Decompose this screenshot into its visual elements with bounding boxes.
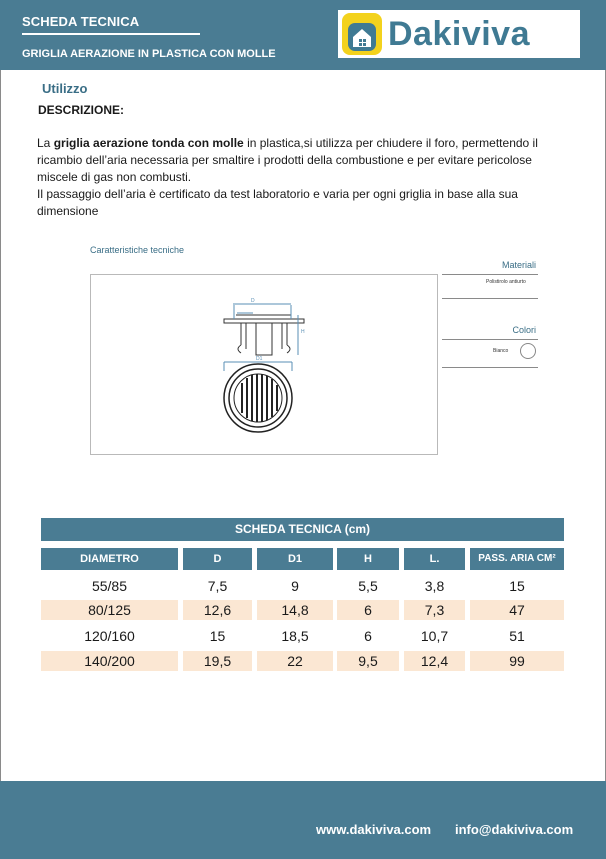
table-cell: 15 (509, 578, 525, 594)
title-underline (22, 33, 200, 35)
description-body: in plastica,si utilizza per chiudere il foro, permettendo il ricambio dell’aria necessaria per smaltire i prodotti della combustione e per evitare pericolose miscele di gas non combusti. (37, 136, 538, 184)
tech-title: Caratteristiche tecniche (90, 245, 185, 255)
house-icon (342, 13, 382, 55)
divider-bottom (442, 367, 538, 368)
divider-materials (442, 298, 538, 299)
col-header-pass-aria: PASS. ARIA CM² (470, 548, 564, 570)
table-cell: 12,4 (404, 651, 465, 671)
table-cell: 51 (509, 628, 525, 644)
table-cell: 5,5 (358, 578, 378, 594)
col-header-d: D (183, 548, 252, 570)
table-title: SCHEDA TECNICA (cm) (41, 518, 564, 541)
col-header-d1: D1 (257, 548, 333, 570)
colors-label: Colori (512, 325, 536, 335)
table-cell: 9,5 (337, 651, 399, 671)
description-paragraph-1 (37, 135, 567, 186)
table-cell: 12,6 (183, 600, 252, 620)
dim-d1-label: D1 (256, 356, 263, 362)
page-footer (0, 781, 606, 859)
page-title: SCHEDA TECNICA (22, 14, 140, 29)
table-cell: 19,5 (183, 651, 252, 671)
table-cell: 99 (470, 651, 564, 671)
page-subtitle: GRIGLIA AERAZIONE IN PLASTICA CON MOLLE (22, 48, 276, 60)
description-lead: La (37, 136, 54, 150)
col-header-diametro: DIAMETRO (41, 548, 178, 570)
table-cell: 80/125 (41, 600, 178, 620)
description-product-name: griglia aerazione tonda con molle (53, 136, 244, 150)
dim-h-label: H (301, 329, 305, 335)
table-cell: 7,5 (207, 578, 228, 594)
email-link[interactable]: info@dakiviva.com (455, 822, 574, 837)
table-cell: 18,5 (281, 628, 309, 644)
section-utilizzo: Utilizzo (42, 81, 88, 96)
materials-label: Materiali (501, 260, 536, 270)
table-cell: 6 (364, 628, 372, 644)
table-cell: 22 (257, 651, 333, 671)
col-header-l: L. (404, 548, 465, 570)
description-heading: DESCRIZIONE: (38, 103, 125, 117)
materials-value: Polistirolo antiurto (486, 279, 526, 285)
technical-drawing (90, 274, 438, 455)
description-paragraph-2: Il passaggio dell’aria è certificato da test laboratorio e varia per ogni griglia in base alla sua dimensione (37, 187, 518, 218)
table-cell: 7,3 (404, 600, 465, 620)
brand-logo (338, 10, 580, 58)
page-header (0, 0, 606, 70)
table-cell: 6 (337, 600, 399, 620)
divider-colors (442, 339, 538, 340)
table-cell: 120/160 (84, 628, 135, 644)
col-header-h: H (337, 548, 399, 570)
table-cell: 47 (470, 600, 564, 620)
description-text (37, 135, 567, 220)
table-cell: 14,8 (257, 600, 333, 620)
table-cell: 15 (209, 628, 226, 644)
table-cell: 55/85 (91, 578, 128, 594)
dim-d-label: D (251, 298, 255, 304)
color-swatch-white (520, 343, 536, 359)
website-link[interactable]: www.dakiviva.com (316, 822, 432, 837)
table-cell: 3,8 (424, 578, 445, 594)
table-cell: 140/200 (41, 651, 178, 671)
table-cell: 9 (291, 578, 299, 594)
divider-top (442, 274, 538, 275)
table-cell: 10,7 (420, 628, 449, 644)
colors-value: Bianco (493, 348, 509, 354)
brand-name: Dakiviva (388, 15, 530, 53)
